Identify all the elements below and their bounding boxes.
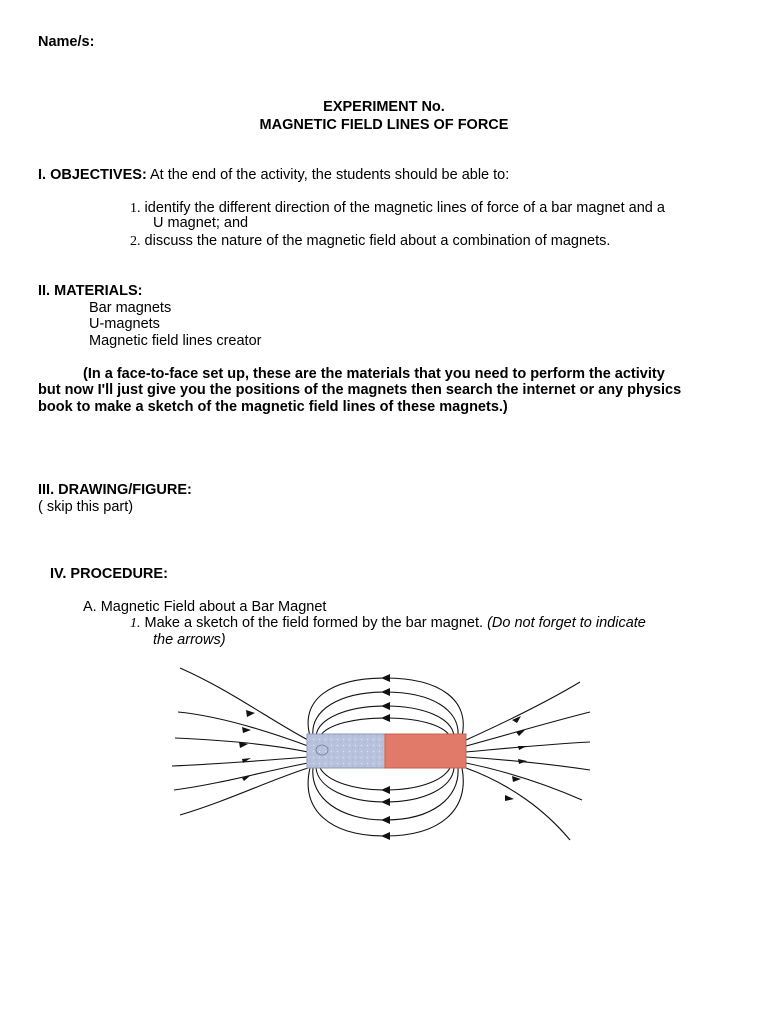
arrow-mark: [242, 727, 251, 733]
objectives-intro: At the end of the activity, the students should be able to:: [150, 167, 510, 183]
arrow-mark: [381, 674, 390, 682]
objectives-line: [38, 167, 509, 184]
field-line: [313, 768, 458, 820]
field-line: [320, 768, 450, 790]
arrow-mark: [381, 786, 390, 794]
field-line: [172, 757, 308, 766]
arrow-mark: [381, 816, 390, 824]
objective-number: 2.: [130, 234, 141, 249]
field-line: [466, 712, 590, 746]
material-item: Bar magnets: [89, 300, 172, 316]
drawing-heading: III. DRAWING/FIGURE:: [38, 482, 192, 498]
field-line: [313, 692, 458, 736]
arrow-mark: [512, 716, 521, 723]
objective-number: 1.: [130, 201, 141, 216]
drawing-note: ( skip this part): [38, 499, 134, 515]
objectives-heading: I. OBJECTIVES:: [38, 167, 147, 183]
arrow-mark: [518, 746, 527, 750]
materials-heading: II. MATERIALS:: [38, 283, 143, 299]
material-item: Magnetic field lines creator: [89, 333, 262, 349]
arrow-mark: [381, 832, 390, 840]
field-line: [466, 742, 590, 752]
bar-magnet: [307, 734, 466, 768]
material-item: U-magnets: [89, 316, 160, 332]
procedure-step-1: [130, 615, 646, 632]
page-title: MAGNETIC FIELD LINES OF FORCE: [259, 117, 509, 133]
step-note-cont: the arrows): [153, 632, 226, 648]
materials-note-line: book to make a sketch of the magnetic field lines of these magnets.): [38, 399, 508, 415]
procedure-heading: IV. PROCEDURE:: [50, 566, 168, 582]
field-line: [174, 763, 308, 790]
field-line: [316, 706, 454, 736]
objective-text: identify the different direction of the magnetic lines of force of a bar magnet and a: [144, 200, 665, 216]
name-label: Name/s:: [38, 34, 95, 50]
bar-magnet-field-sketch: [150, 660, 620, 855]
objective-item-1-cont: U magnet; and: [153, 215, 249, 231]
objective-item-2: [130, 233, 610, 250]
step-note: (Do not forget to indicate: [487, 615, 646, 631]
magnet-north-half: [385, 734, 466, 768]
arrow-mark: [381, 702, 390, 710]
field-line: [466, 757, 590, 770]
arrow-mark: [246, 710, 255, 717]
arrow-mark: [381, 714, 390, 722]
arrow-mark: [381, 798, 390, 806]
materials-note-line: (In a face-to-face set up, these are the materials that you need to perform the activity: [83, 366, 665, 382]
arrow-mark: [381, 688, 390, 696]
field-line: [180, 768, 308, 815]
field-line: [320, 718, 450, 736]
experiment-number: EXPERIMENT No.: [323, 99, 445, 115]
materials-note-line: but now I'll just give you the positions of the magnets then search the internet or any physics: [38, 382, 682, 398]
procedure-part-a: A. Magnetic Field about a Bar Magnet: [83, 599, 327, 615]
arrow-mark: [242, 758, 251, 763]
step-number: 1.: [130, 616, 141, 631]
arrow-mark: [518, 759, 527, 764]
arrow-mark: [505, 795, 514, 801]
step-text: Make a sketch of the field formed by the bar magnet.: [144, 615, 484, 631]
field-line: [466, 763, 582, 800]
field-line: [316, 768, 454, 802]
objective-text: discuss the nature of the magnetic field about a combination of magnets.: [144, 233, 611, 249]
